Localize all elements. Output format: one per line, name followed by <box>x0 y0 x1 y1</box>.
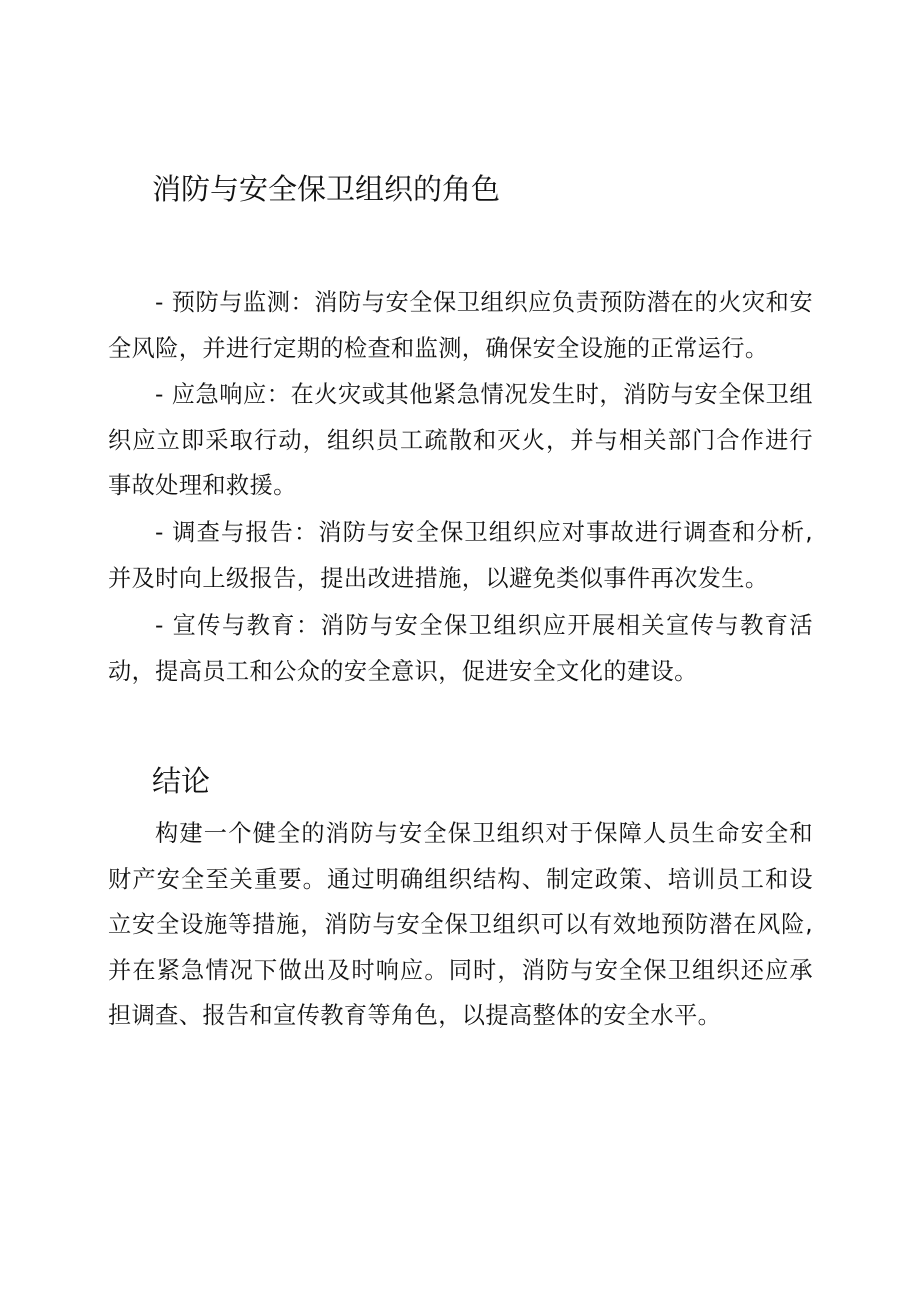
role-item-publicity-education: - 宣传与教育：消防与安全保卫组织应开展相关宣传与教育活动，提高员工和公众的安全意识，促进安全文化的建设。 <box>108 612 813 685</box>
role-item-emergency-response: - 应急响应：在火灾或其他紧急情况发生时，消防与安全保卫组织应立即采取行动，组织员工疏散和灭火，并与相关部门合作进行事故处理和救援。 <box>108 381 813 499</box>
conclusion-paragraph: 构建一个健全的消防与安全保卫组织对于保障人员生命安全和财产安全至关重要。通过明确组织结构、制定政策、培训员工和设立安全设施等措施，消防与安全保卫组织可以有效地预防潜在风险,并在紧急情况下做出及时响应。同时，消防与安全保卫组织还应承担调查、报告和宣传教育等角色，以提高整体的安全水平。 <box>108 820 813 1029</box>
section-title-conclusion: 结论 <box>152 764 211 798</box>
section-title-roles: 消防与安全保卫组织的角色 <box>152 172 501 206</box>
role-item-investigation-report: - 调查与报告：消防与安全保卫组织应对事故进行调查和分析,并及时向上级报告，提出改进措施，以避免类似事件再次发生。 <box>108 519 813 592</box>
role-item-prevention: - 预防与监测：消防与安全保卫组织应负责预防潜在的火灾和安全风险，并进行定期的检查和监测，确保安全设施的正常运行。 <box>108 289 813 362</box>
